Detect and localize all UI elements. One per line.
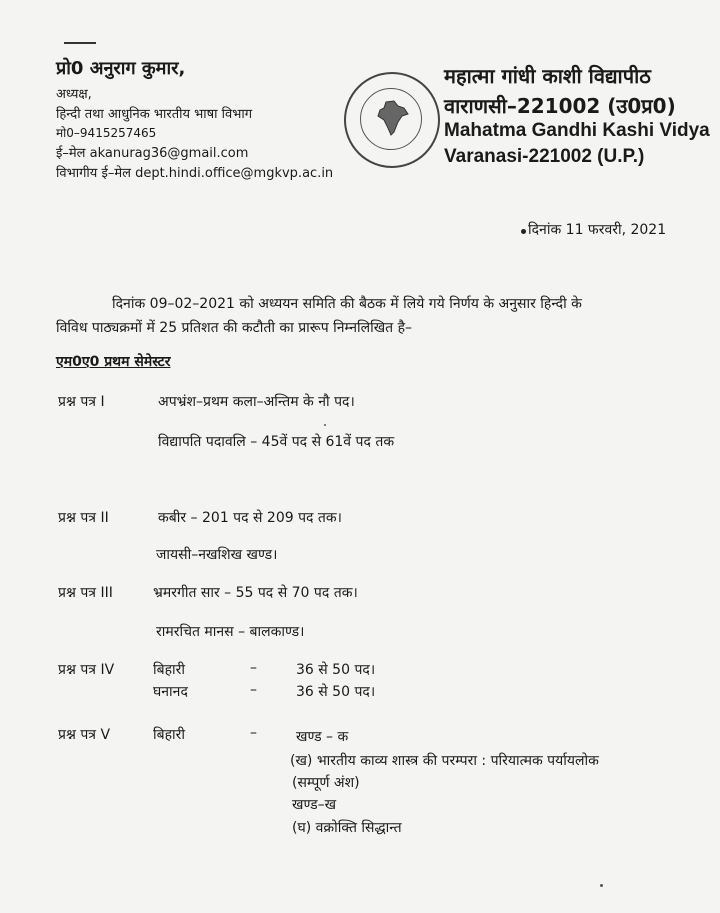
sender-mobile: मो0–9415257465 [56, 126, 157, 140]
paper-3-line-1: भ्रमरगीत सार – 55 पद से 70 पद तक। [153, 585, 358, 601]
paper-4-range-2: 36 से 50 पद। [296, 684, 376, 700]
paper-2-line-2: जायसी–नखशिख खण्ड। [156, 547, 278, 563]
paper-5-line-5: (घ) वक्रोक्ति सिद्धान्त [292, 820, 402, 836]
top-rule [64, 42, 96, 44]
university-name-english: Mahatma Gandhi Kashi Vidya [444, 120, 710, 141]
paper-5-label: प्रश्न पत्र V [58, 727, 111, 743]
date-bullet [521, 229, 526, 234]
paper-2-label: प्रश्न पत्र II [58, 510, 109, 526]
paper-4-dash-1: – [250, 660, 257, 676]
paper-speck [600, 884, 603, 887]
paper-2-line-1: कबीर – 201 पद से 209 पद तक। [158, 510, 342, 526]
intro-line-2: विविध पाठ्यक्रमों में 25 प्रतिशत की कटौती का प्रारूप निम्नलिखित है– [56, 320, 413, 336]
paper-5-line-3: (सम्पूर्ण अंश) [292, 775, 360, 791]
india-map-icon [372, 98, 412, 138]
paper-1-label: प्रश्न पत्र I [58, 394, 105, 410]
paper-4-poet-2: घनानद [153, 684, 188, 700]
sender-department: हिन्दी तथा आधुनिक भारतीय भाषा विभाग [56, 107, 253, 122]
university-address-hindi: वाराणसी–221002 (उ0प्र0) [444, 94, 676, 118]
paper-4-dash-2: – [250, 682, 257, 698]
paper-5-line-4: खण्ड–ख [292, 797, 337, 813]
paper-5-poet: बिहारी [153, 727, 186, 743]
paper-5-line-1: खण्ड – क [296, 729, 349, 745]
paper-5-dash: – [250, 725, 257, 741]
sender-name: प्रो0 अनुराग कुमार, [56, 58, 186, 79]
sender-designation: अध्यक्ष, [56, 87, 92, 102]
paper-1-line-2: विद्यापति पदावलि – 45वें पद से 61वें पद तक [158, 434, 395, 450]
paper-1-line-1: अपभ्रंश–प्रथम कला–अन्तिम के नौ पद। [158, 394, 355, 410]
letter-date: दिनांक 11 फरवरी, 2021 [528, 222, 667, 238]
semester-heading: एम0ए0 प्रथम सेमेस्टर [56, 354, 171, 370]
sender-dept-email: विभागीय ई–मेल dept.hindi.office@mgkvp.ac.in [56, 166, 334, 181]
paper-4-label: प्रश्न पत्र IV [58, 662, 115, 678]
paper-3-label: प्रश्न पत्र III [58, 585, 113, 601]
paper-speck [324, 424, 326, 426]
sender-email: ई–मेल akanurag36@gmail.com [56, 146, 249, 161]
paper-3-line-2: रामरचित मानस – बालकाण्ड। [156, 624, 305, 640]
paper-5-line-2: (ख) भारतीय काव्य शास्त्र की परम्परा : परियात्मक पर्यायलोक [290, 753, 599, 769]
paper-4-poet-1: बिहारी [153, 662, 186, 678]
intro-line-1: दिनांक 09–02–2021 को अध्ययन समिति की बैठक में लिये गये निर्णय के अनुसार हिन्दी के [112, 296, 582, 312]
university-address-english: Varanasi-221002 (U.P.) [444, 146, 645, 167]
university-seal [344, 72, 440, 168]
paper-4-range-1: 36 से 50 पद। [296, 662, 376, 678]
university-name-hindi: महात्मा गांधी काशी विद्यापीठ [444, 64, 651, 88]
